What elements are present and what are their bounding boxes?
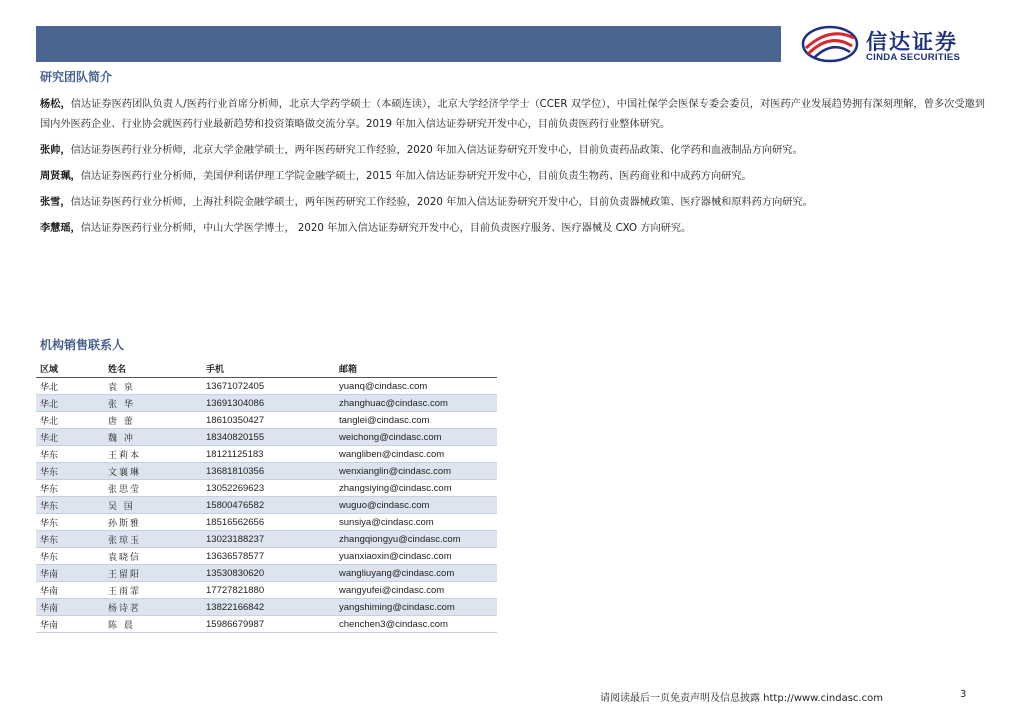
cell-phone: 18516562656 (202, 514, 335, 531)
cell-email[interactable]: wenxianglin@cindasc.com (335, 463, 497, 480)
cell-region: 华北 (36, 378, 104, 395)
cell-region: 华南 (36, 565, 104, 582)
header-region: 区域 (36, 360, 104, 378)
cell-name: 张思莹 (104, 480, 202, 497)
cell-email[interactable]: yangshiming@cindasc.com (335, 599, 497, 616)
table-row (36, 480, 497, 497)
table-row (36, 548, 497, 565)
table-row (36, 497, 497, 514)
cell-phone: 18610350427 (202, 412, 335, 429)
cell-phone: 13636578577 (202, 548, 335, 565)
cell-phone: 13671072405 (202, 378, 335, 395)
cell-email[interactable]: zhanghuac@cindasc.com (335, 395, 497, 412)
cell-name: 袁晓信 (104, 548, 202, 565)
bio-text: 信达证券医药行业分析师，中山大学医学博士， 2020 年加入信达证券研究开发中心，目前负责医疗服务、医疗器械及 CXO 方向研究。 (80, 223, 692, 234)
table-row (36, 412, 497, 429)
cell-name: 魏 冲 (104, 429, 202, 446)
cell-name: 陈 晨 (104, 616, 202, 633)
cell-name: 吴 国 (104, 497, 202, 514)
cell-name: 王莉本 (104, 446, 202, 463)
cell-email[interactable]: zhangsiying@cindasc.com (335, 480, 497, 497)
header-email: 邮箱 (335, 360, 497, 378)
cell-name: 袁 泉 (104, 378, 202, 395)
research-team-title: 研究团队简介 (40, 70, 113, 84)
bio-name: 杨松， (40, 99, 71, 110)
bio-paragraph (40, 193, 985, 213)
cell-name: 张琼玉 (104, 531, 202, 548)
cinda-logo-icon (800, 24, 860, 64)
cell-email[interactable]: weichong@cindasc.com (335, 429, 497, 446)
cell-phone: 13023188237 (202, 531, 335, 548)
table-row (36, 429, 497, 446)
cell-email[interactable]: sunsiya@cindasc.com (335, 514, 497, 531)
cell-phone: 13691304086 (202, 395, 335, 412)
table-row (36, 446, 497, 463)
cell-name: 杨诗茗 (104, 599, 202, 616)
table-row (36, 463, 497, 480)
cell-region: 华东 (36, 497, 104, 514)
cell-email[interactable]: zhangqiongyu@cindasc.com (335, 531, 497, 548)
bio-text: 信达证券医药团队负责人/医药行业首席分析师，北京大学药学硕士（本硕连读），北京大学经济学学士（CCER 双学位），中国社保学会医保专委会委员，对医药产业发展趋势拥有深刻理解，曾多次受邀到国内外医药企业、行业协会就医药行业最新趋势和投资策略做交流分享。2019 年加入信达证券研究开发中心，目前负责医药行业整体研究。 (40, 99, 985, 130)
cell-region: 华北 (36, 429, 104, 446)
cell-email[interactable]: wangliuyang@cindasc.com (335, 565, 497, 582)
cell-region: 华东 (36, 548, 104, 565)
cell-phone: 13530830620 (202, 565, 335, 582)
bio-text: 信达证券医药行业分析师，上海社科院金融学硕士，两年医药研究工作经验，2020 年加入信达证券研究开发中心，目前负责器械政策、医疗器械和原料药方向研究。 (70, 197, 813, 208)
cell-email[interactable]: yuanxiaoxin@cindasc.com (335, 548, 497, 565)
cell-region: 华东 (36, 531, 104, 548)
table-header-row (36, 360, 497, 378)
cinda-logo (800, 22, 980, 66)
cell-name: 唐 蕾 (104, 412, 202, 429)
bio-text: 信达证券医药行业分析师，北京大学金融学硕士，两年医药研究工作经验，2020 年加入信达证券研究开发中心，目前负责药品政策、化学药和血液制品方向研究。 (70, 145, 803, 156)
bio-paragraph (40, 219, 985, 239)
table-row (36, 514, 497, 531)
cell-email[interactable]: wuguo@cindasc.com (335, 497, 497, 514)
cell-region: 华东 (36, 446, 104, 463)
cell-name: 王雨霏 (104, 582, 202, 599)
cell-email[interactable]: chenchen3@cindasc.com (335, 616, 497, 633)
cell-email[interactable]: wangliben@cindasc.com (335, 446, 497, 463)
cell-phone: 13681810356 (202, 463, 335, 480)
cell-phone: 15800476582 (202, 497, 335, 514)
bio-name: 张帅， (40, 145, 71, 156)
cell-region: 华东 (36, 480, 104, 497)
logo-chinese-text: 信达证券 (866, 30, 958, 54)
cell-region: 华南 (36, 582, 104, 599)
cell-name: 张 华 (104, 395, 202, 412)
footer-disclaimer: 请阅读最后一页免责声明及信息披露 http://www.cindasc.com (600, 693, 883, 704)
cell-phone: 13052269623 (202, 480, 335, 497)
table-row (36, 378, 497, 395)
cell-region: 华南 (36, 599, 104, 616)
header-phone: 手机 (202, 360, 335, 378)
sales-contacts-title: 机构销售联系人 (40, 338, 125, 352)
cell-name: 文襄琳 (104, 463, 202, 480)
bio-name: 李慧瑶， (40, 223, 81, 234)
cell-phone: 18340820155 (202, 429, 335, 446)
bio-name: 张雪， (40, 197, 71, 208)
cell-phone: 18121125183 (202, 446, 335, 463)
table-row (36, 565, 497, 582)
header-name: 姓名 (104, 360, 202, 378)
bio-text: 信达证券医药行业分析师，美国伊利诺伊理工学院金融学硕士，2015 年加入信达证券研究开发中心，目前负责生物药、医药商业和中成药方向研究。 (80, 171, 752, 182)
cell-region: 华南 (36, 616, 104, 633)
research-team-bios (40, 95, 985, 245)
bio-paragraph (40, 95, 985, 135)
header-bar (36, 26, 781, 62)
bio-paragraph (40, 141, 985, 161)
table-body (36, 378, 497, 633)
table-row (36, 616, 497, 633)
cell-phone: 15986679987 (202, 616, 335, 633)
cell-email[interactable]: yuanq@cindasc.com (335, 378, 497, 395)
cell-name: 王留阳 (104, 565, 202, 582)
cell-region: 华东 (36, 514, 104, 531)
cell-email[interactable]: tanglei@cindasc.com (335, 412, 497, 429)
table-row (36, 531, 497, 548)
cell-region: 华东 (36, 463, 104, 480)
logo-english-text: CINDA SECURITIES (866, 52, 961, 63)
cell-phone: 13822166842 (202, 599, 335, 616)
cell-phone: 17727821880 (202, 582, 335, 599)
page-number: 3 (960, 689, 967, 700)
cell-region: 华北 (36, 395, 104, 412)
table-row (36, 599, 497, 616)
bio-paragraph (40, 167, 985, 187)
table-row (36, 395, 497, 412)
cell-name: 孙斯雅 (104, 514, 202, 531)
cell-region: 华北 (36, 412, 104, 429)
bio-name: 周贤珮， (40, 171, 81, 182)
cell-email[interactable]: wangyufei@cindasc.com (335, 582, 497, 599)
sales-contacts-table (36, 360, 497, 633)
table-row (36, 582, 497, 599)
